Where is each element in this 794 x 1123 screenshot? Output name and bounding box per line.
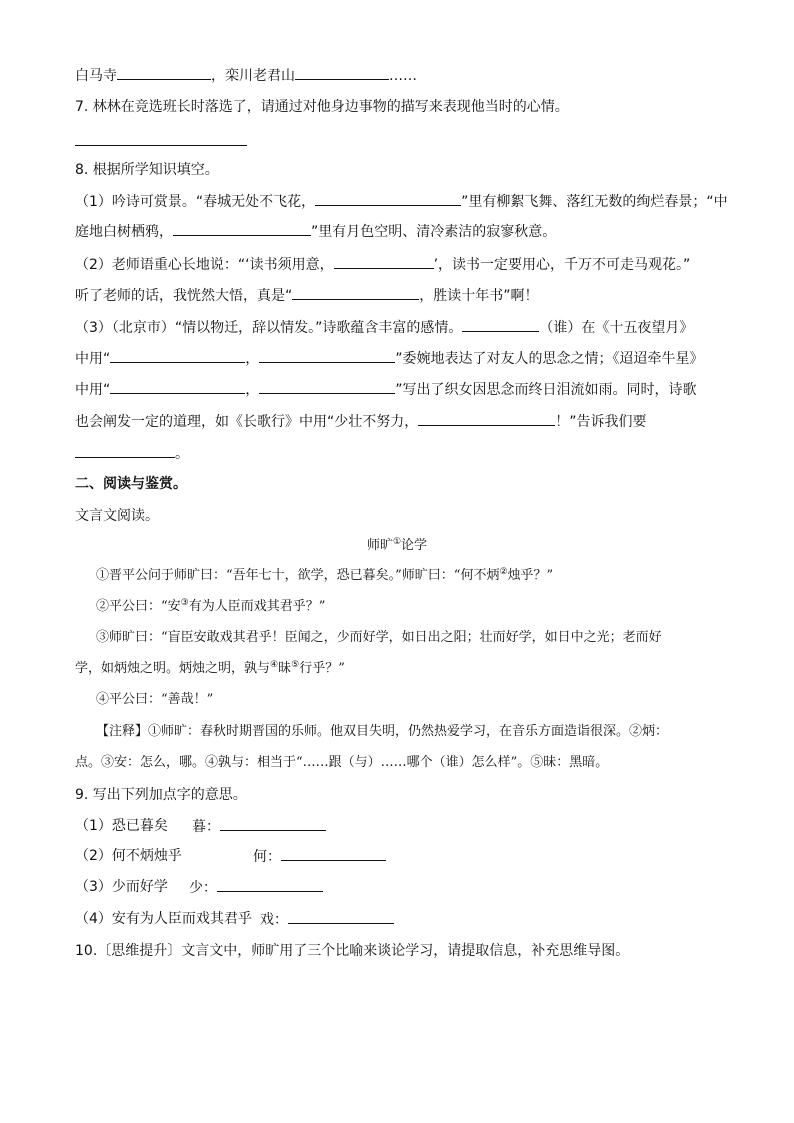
- text: ①晋平公问于师旷曰：“吾年七十，欲学，恐已暮矣。”师旷曰：“何不炳: [96, 568, 500, 583]
- answer-blank[interactable]: [315, 191, 461, 206]
- question-9-2-answer: [253, 846, 386, 867]
- text: 。: [175, 446, 189, 462]
- text: 庭地白树栖鸦，: [75, 224, 173, 240]
- passage-para-3-line2: [75, 659, 345, 680]
- answer-blank[interactable]: [75, 131, 247, 146]
- footnote-marker: ③: [180, 598, 189, 608]
- text: ，: [245, 351, 260, 367]
- text: （1）恐已暮矣: [75, 818, 168, 834]
- question-9-title: 9. 写出下列加点字的意思。: [75, 787, 247, 803]
- passage-para-3-line1: ③师旷曰：“盲臣安敢戏其君乎！臣闻之，少而好学，如日出之阳；壮而好学，如日中之光；老而好: [96, 630, 662, 645]
- text: ’，读书一定要用心，千万不可走马观花。”: [433, 257, 691, 273]
- passage-para-2: [96, 597, 325, 618]
- answer-blank[interactable]: [217, 877, 323, 892]
- question-8-2-line1: [75, 254, 690, 275]
- answer-blank[interactable]: [295, 65, 389, 80]
- answer-blank[interactable]: [462, 317, 539, 332]
- answer-blank[interactable]: [288, 909, 394, 924]
- passage-para-4: ④平公曰：“善哉！”: [96, 692, 214, 707]
- text: （1）吟诗可赏景。“春城无处不飞花，: [75, 194, 316, 210]
- question-8-3-line5: [75, 443, 189, 464]
- text: ”里有柳絮飞舞、落红无数的绚烂春景；“中: [461, 194, 728, 210]
- question-7-answer-line[interactable]: [75, 131, 247, 152]
- question-9-3-answer: [189, 877, 323, 898]
- question-8-3-line1: [75, 317, 693, 338]
- text: 学，如炳烛之明。炳烛之明，孰与: [75, 661, 271, 676]
- answer-blank[interactable]: [75, 443, 175, 458]
- question-10: 10.〔思维提升〕文言文中，师旷用了三个比喻来谈论学习，请提取信息，补充思维导图。: [75, 943, 630, 959]
- text: ……: [389, 68, 417, 84]
- text: （2）老师语重心长地说：“‘读书须用意，: [75, 257, 334, 273]
- text: ，: [245, 382, 260, 398]
- question-9-1-answer: [192, 816, 326, 837]
- text: ，栾川老君山: [211, 68, 295, 84]
- question-9-3: [75, 877, 168, 897]
- passage-title: [0, 536, 794, 557]
- footnote-marker: ④: [270, 660, 279, 670]
- answer-blank[interactable]: [281, 846, 386, 861]
- text: 中用“: [75, 351, 111, 367]
- footnote-marker: ①: [392, 537, 402, 547]
- answer-blank[interactable]: [110, 348, 245, 363]
- answer-blank[interactable]: [418, 411, 555, 426]
- text: ”里有月色空明、清冷素洁的寂寥秋意。: [311, 224, 557, 240]
- footnote-marker: ②: [499, 567, 508, 577]
- text: 白马寺: [75, 68, 117, 84]
- question-9-4: [75, 909, 252, 929]
- passage-para-1: [96, 566, 553, 587]
- answer-blank[interactable]: [110, 379, 245, 394]
- question-8-2-line2: [75, 285, 539, 306]
- question-9-4-answer: [260, 909, 394, 930]
- text: 师旷: [366, 538, 393, 553]
- section-2-title: 二、阅读与鉴赏。: [75, 476, 187, 492]
- question-8-1-line1: [75, 191, 728, 212]
- text: 论学: [401, 538, 428, 553]
- text: 暮：: [192, 819, 220, 835]
- passage-notes-line2: 点。③安：怎么，哪。④孰与：相当于“……跟（与）……哪个（谁）怎么样”。⑤昧：黑暗。: [75, 755, 609, 770]
- text: 何：: [253, 849, 281, 865]
- passage-notes-line1: 【注释】①师旷：春秋时期晋国的乐师。他双目失明，仍然热爱学习，在音乐方面造诣很深。②炳：: [96, 724, 669, 739]
- text: 有为人臣而戏其君乎？”: [188, 599, 326, 614]
- question-8-3-line3: [75, 379, 697, 400]
- text: 中用“: [75, 382, 111, 398]
- answer-blank[interactable]: [259, 379, 395, 394]
- text: （2）何不炳烛乎: [75, 848, 182, 864]
- answer-blank[interactable]: [292, 285, 419, 300]
- text: ②平公曰：“安: [96, 599, 181, 614]
- answer-blank[interactable]: [117, 65, 211, 80]
- question-8-title: 8. 根据所学知识填空。: [75, 162, 219, 178]
- question-8-1-line2: [75, 221, 556, 242]
- answer-blank[interactable]: [259, 348, 395, 363]
- footnote-marker: ⑤: [291, 660, 300, 670]
- text: 烛乎？”: [507, 568, 554, 583]
- text: （3）（北京市）“情以物迁，辞以情发。”诗歌蕴含丰富的感情。: [75, 320, 463, 336]
- text: 听了老师的话，我恍然大悟，真是“: [75, 288, 293, 304]
- text: （谁）在《十五夜望月》: [539, 320, 694, 336]
- text: （3）少而好学: [75, 879, 168, 895]
- text: ！”告诉我们要: [555, 414, 647, 430]
- answer-blank[interactable]: [173, 221, 311, 236]
- text: 行乎？”: [299, 661, 345, 676]
- question-6-tail: [75, 65, 417, 86]
- answer-blank[interactable]: [220, 816, 326, 831]
- text: ”写出了织女因思念而终日泪流如雨。同时，诗歌: [395, 382, 697, 398]
- text: ”委婉地表达了对友人的思念之情；《迢迢牵牛星》: [395, 351, 704, 367]
- answer-blank[interactable]: [334, 254, 434, 269]
- text: 昧: [278, 661, 292, 676]
- text: 少：: [189, 880, 217, 896]
- question-9-1: [75, 816, 168, 836]
- question-8-3-line4: [75, 411, 647, 432]
- question-8-3-line2: [75, 348, 704, 369]
- question-9-2: [75, 846, 182, 866]
- text: 也会阐发一定的道理，如《长歌行》中用“少壮不努力，: [75, 414, 419, 430]
- text: 戏：: [260, 912, 288, 928]
- text: ，胜读十年书”啊！: [419, 288, 539, 304]
- text: （4）安有为人臣而戏其君乎: [75, 911, 252, 927]
- section-2-subtitle: 文言文阅读。: [75, 508, 159, 524]
- question-7: 7. 林林在竞选班长时落选了，请通过对他身边事物的描写来表现他当时的心情。: [75, 99, 569, 115]
